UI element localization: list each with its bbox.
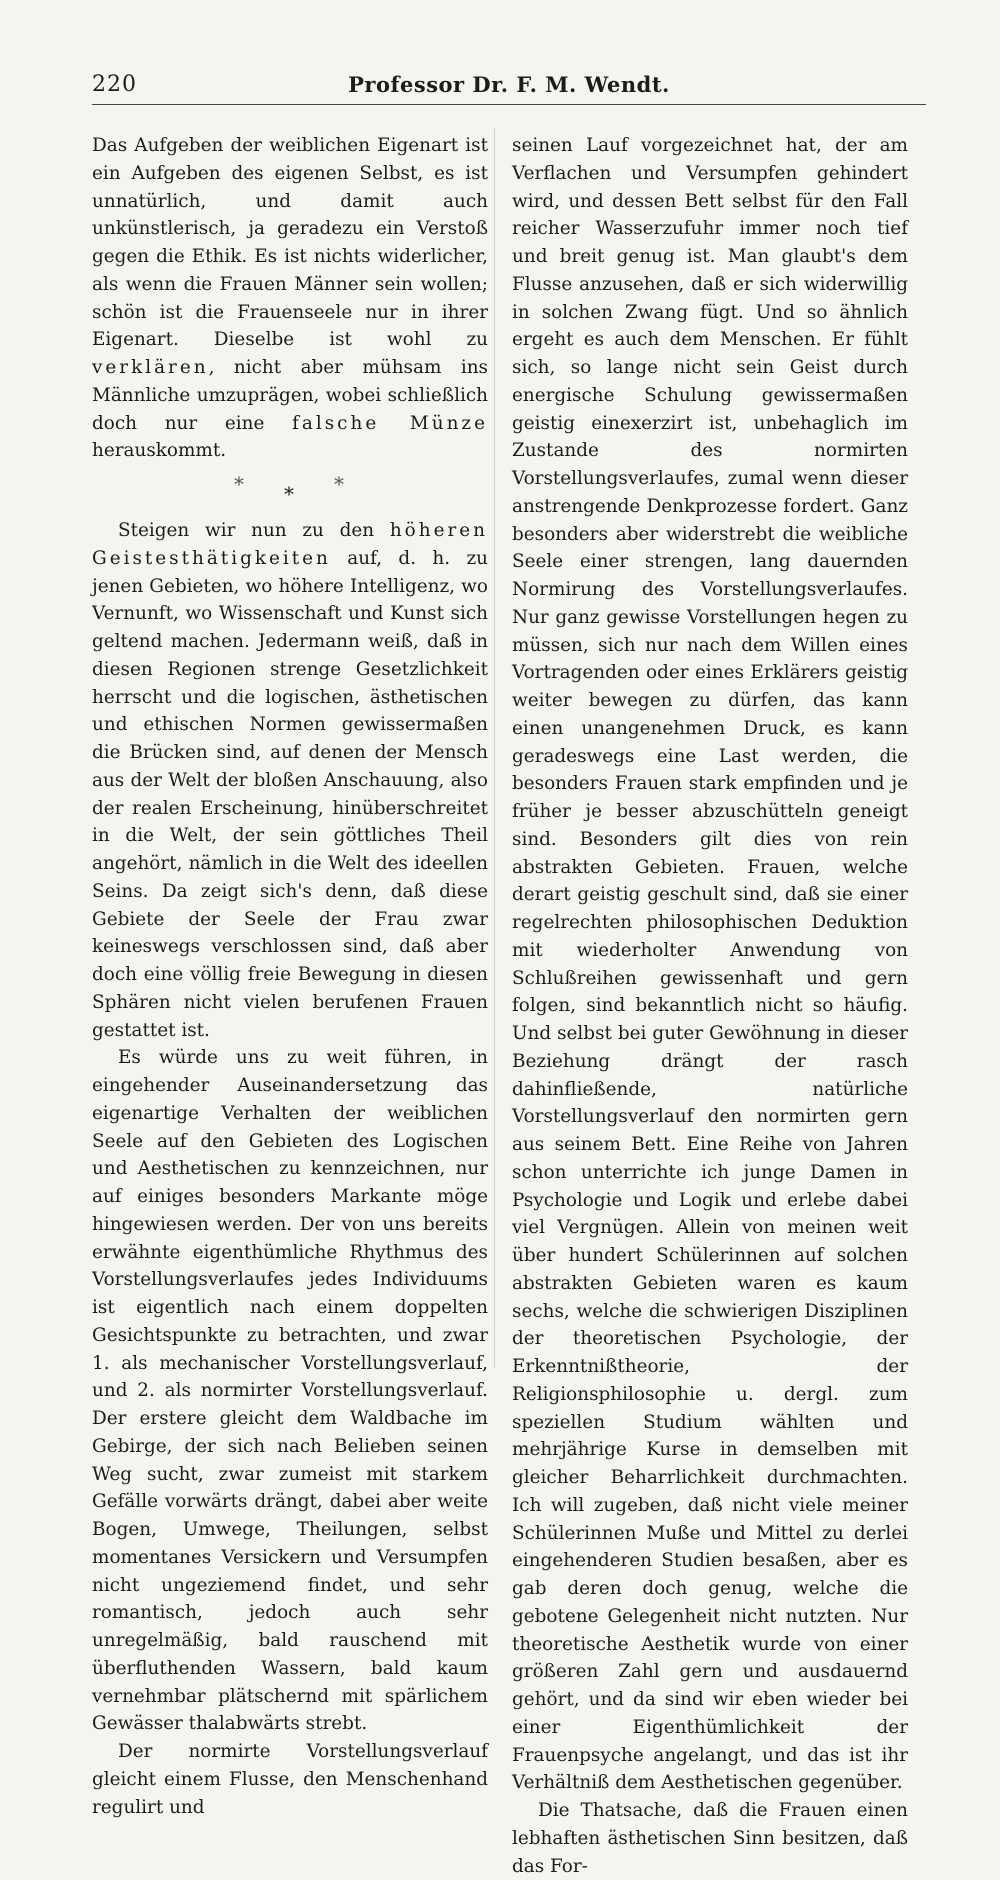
paragraph: seinen Lauf vorgezeichnet hat, der am Verflachen und Versumpfen gehindert wird, und dessen Bett selbst für den Fall reicher Wasserzufuhr immer noch tief und breit genug ist. Man glaubt's dem Flusse anzusehen, daß er sich widerwillig in solchen Zwang fügt. Und so ähnlich ergeht es auch dem Menschen. Er fühlt sich, so lange nicht sein Geist durch energische Schulung gewissermaßen geistig einexerzirt ist, unbehaglich im Zustande des normirten Vorstellungsverlaufes, zumal wenn dieser anstrengende Denkprozesse fordert. Ganz besonders aber widerstrebt die weibliche Seele einer strengen, lang dauernden Normirung des Vorstellungsverlaufes. Nur ganz gewisse Vorstellungen hegen zu müssen, sich nur nach dem Willen eines Vortragenden oder eines Erklärers geistig weiter bewegen zu dürfen, das kann einen unangenehmen Druck, es kann geradeswegs eine Last werden, die besonders Frauen stark empfinden und je früher je besser abzuschütteln geneigt sind. Besonders gilt dies von rein abstrakten Gebieten. Frauen, welche derart geistig geschult sind, daß sie einer regelrechten philosophischen Deduktion mit wiederholter Anwendung von Schlußreihen gewissenhaft und gern folgen, sind bekanntlich nicht so häufig. Und selbst bei guter Gewöhnung in dieser Beziehung drängt der rasch dahinfließende, natürliche Vorstellungsverlauf den normirten gern aus seinem Bett. Eine Reihe von Jahren schon unterrichte ich junge Damen in Psychologie und Logik und erlebe dabei viel Vergnügen. Allein von meinen weit über hundert Schülerinnen auf solchen abstrakten Gebieten waren es kaum sechs, welche die schwierigen Disziplinen der theoretischen Psychologie, der Erkenntnißtheorie, der Religionsphilosophie u. dergl. zum speziellen Studium wählten und mehrjährige Kurse in demselben mit gleicher Beharrlichkeit durchmachten. Ich will zugeben, daß nicht viele meiner Schülerinnen Muße und Mittel zu derlei eingehenderen Studien besaßen, aber es gab deren doch genug, welche die gebotene Gelegenheit nicht nutzten. Nur theoretische Aesthetik wurde von einer größeren Zahl gern und ausdauernd gehört, und da sind wir eben wieder bei einer Eigenthümlichkeit der Frauenpsyche angelangt, und das ist ihr Verhältniß dem Aesthetischen gegenüber.	[512, 135, 908, 1794]
left-column	[92, 132, 488, 1821]
asterism-divider	[92, 471, 488, 507]
column-divider	[494, 128, 495, 1368]
paragraph: Der normirte Vorstellungsverlauf gleicht einem Flusse, den Menschenhand regulirt und	[92, 1741, 488, 1818]
paragraph: Steigen wir nun zu den höheren Geistesthätigkeiten auf, d. h. zu jenen Gebieten, wo höhere Intelligenz, wo Vernunft, wo Wissenschaft und Kunst sich geltend machen. Jedermann weiß, daß in diesen Regionen strenge Gesetzlichkeit herrscht und die logischen, ästhetischen und ethischen Normen gewissermaßen die Brücken sind, auf denen der Mensch aus der Welt der bloßen Anschauung, also der realen Erscheinung, hinüberschreitet in die Welt, der sein göttliches Theil angehört, nämlich in die Welt des ideellen Seins. Da zeigt sich's denn, daß diese Gebiete der Seele der Frau zwar keineswegs verschlossen sind, daß aber doch eine völlig freie Bewegung in diesen Sphären nicht vielen berufenen Frauen gestattet ist.	[92, 520, 488, 1041]
asterisk: *	[284, 482, 294, 506]
paragraph: Das Aufgeben der weiblichen Eigenart ist ein Aufgeben des eigenen Selbst, es ist unnatürlich, und damit auch unkünstlerisch, ja geradezu ein Verstoß gegen die Ethik. Es ist nichts widerlicher, als wenn die Frauen Männer sein wollen; schön ist die Frauenseele nur in ihrer Eigenart. Dieselbe ist wohl zu verklären, nicht aber mühsam ins Männliche umzuprägen, wobei schließlich doch nur eine falsche Münze herauskommt.	[92, 135, 488, 462]
emphasis: falsche Münze	[292, 412, 488, 434]
header-rule	[92, 104, 926, 105]
emphasis: verklären	[92, 357, 209, 378]
asterisk: *	[234, 472, 244, 496]
running-title: Professor Dr. F. M. Wendt.	[348, 72, 670, 97]
emphasis: höheren Geistesthätigkeiten	[92, 520, 488, 569]
paragraph: Es würde uns zu weit führen, in eingehender Auseinandersetzung das eigenartige Verhalten der weiblichen Seele auf den Gebieten des Logischen und Aesthetischen zu kennzeichnen, nur auf einiges besonders Markante möge hingewiesen werden. Der von uns bereits erwähnte eigenthümliche Rhythmus des Vorstellungsverlaufes jedes Individuums ist eigentlich nach einem doppelten Gesichtspunkte zu betrachten, und zwar 1. als mechanischer Vorstellungsverlauf, und 2. als normirter Vorstellungsverlauf. Der erstere gleicht dem Waldbache im Gebirge, der sich nach Belieben seinen Weg sucht, zwar zumeist mit starkem Gefälle vorwärts drängt, dabei aber weite Bogen, Umwege, Theilungen, selbst momentanes Versickern und Versumpfen nicht ungeziemend findet, und sehr romantisch, jedoch auch sehr unregelmäßig, bald rauschend mit überfluthenden Wassern, bald kaum vernehmbar plätschernd mit spärlichem Gewässer thalabwärts strebt.	[92, 1047, 488, 1735]
paragraph: Die Thatsache, daß die Frauen einen lebhaften ästhetischen Sinn besitzen, daß das For-	[512, 1800, 908, 1877]
page-number: 220	[92, 72, 137, 97]
right-column	[512, 132, 908, 1880]
asterisk: *	[334, 472, 344, 496]
page-header	[92, 66, 926, 106]
